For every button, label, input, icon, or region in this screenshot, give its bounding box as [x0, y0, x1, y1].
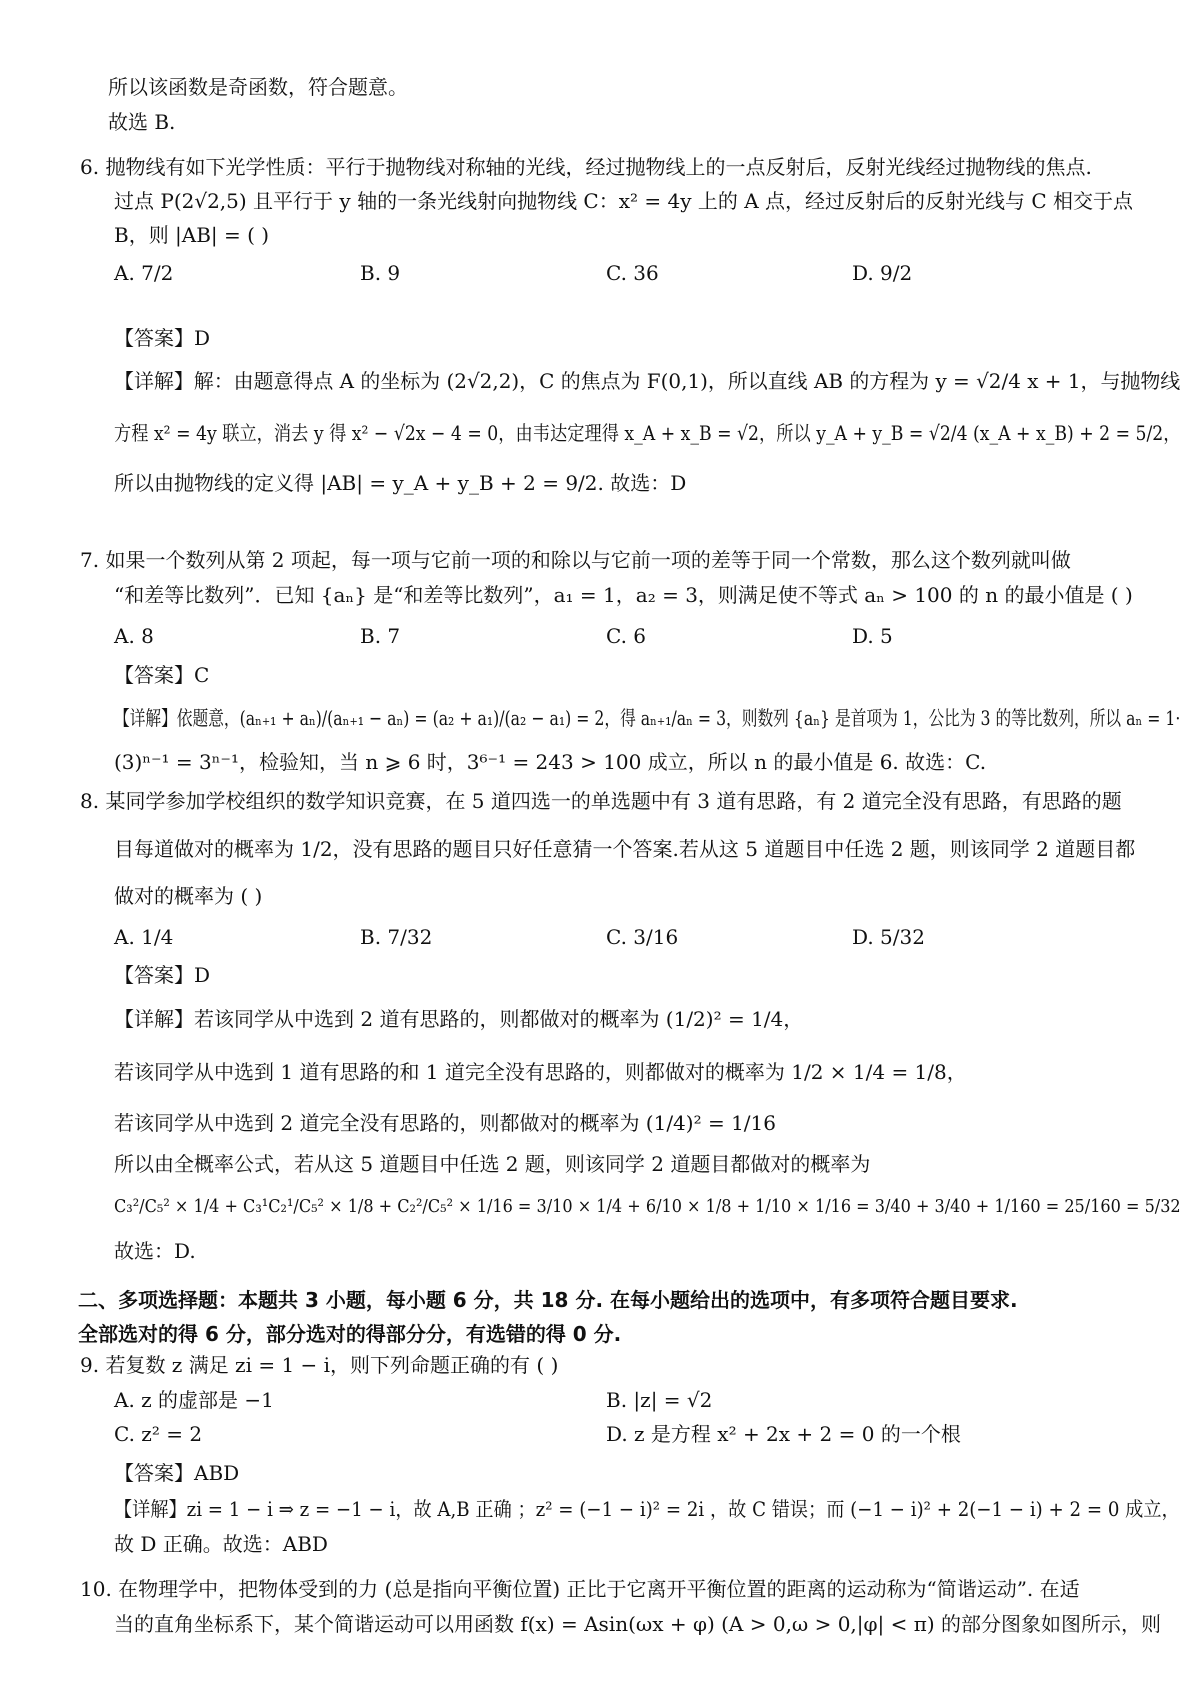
question-8-answer: 【答案】D	[114, 963, 211, 987]
question-9-option-a: A. z 的虚部是 −1	[114, 1388, 274, 1412]
question-8-detail: 若该同学从中选到 2 道完全没有思路的，则都做对的概率为 (1/4)² = 1/16	[114, 1111, 776, 1135]
question-7-detail: 【详解】依题意，(aₙ₊₁ + aₙ)/(aₙ₊₁ − aₙ) = (a₂ + a₁)/(a₂ − a₁) = 2，得 aₙ₊₁/aₙ = 3，则数列 {aₙ} 是首项为 1，公比为 3 的等比数列，所以 aₙ = 1·	[114, 706, 1181, 730]
question-7-option-c: C. 6	[606, 624, 647, 648]
question-9-option-c: C. z² = 2	[114, 1422, 203, 1446]
question-7-stem: 7. 如果一个数列从第 2 项起，每一项与它前一项的和除以与它前一项的差等于同一个常数，那么这个数列就叫做	[80, 548, 1071, 572]
question-10-stem: 当的直角坐标系下，某个简谐运动可以用函数 f(x) = Asin(ωx + φ) (A > 0,ω > 0,|φ| < π) 的部分图象如图所示，则	[114, 1612, 1162, 1636]
question-7-option-a: A. 8	[114, 624, 154, 648]
question-6-stem: B，则 |AB| = ( )	[114, 223, 270, 247]
question-6-detail: 【详解】解：由题意得点 A 的坐标为 (2√2,2)，C 的焦点为 F(0,1)，所以直线 AB 的方程为 y = √2/4 x + 1，与抛物线	[114, 369, 1181, 393]
question-6-option-d: D. 9/2	[852, 261, 913, 285]
question-7-option-b: B. 7	[360, 624, 401, 648]
question-9-detail: 故 D 正确。故选：ABD	[114, 1532, 328, 1556]
question-6-detail: 方程 x² = 4y 联立，消去 y 得 x² − √2x − 4 = 0，由韦达定理得 x_A + x_B = √2，所以 y_A + y_B = √2/4 (x_A + x_B) + 2 = 5/2，	[114, 421, 1181, 445]
question-8-conclusion: 故选：D.	[114, 1239, 196, 1263]
question-9-detail: 【详解】zi = 1 − i ⇒ z = −1 − i，故 A,B 正确 ；z² = (−1 − i)² = 2i ，故 C 错误；而 (−1 − i)² + 2(−1 − i) + 2 = 0 成立，	[114, 1497, 1180, 1521]
question-8-detail: 所以由全概率公式，若从这 5 道题目中任选 2 题，则该同学 2 道题目都做对的概率为	[114, 1152, 871, 1176]
question-8-detail: 【详解】若该同学从中选到 2 道有思路的，则都做对的概率为 (1/2)² = 1/4，	[114, 1007, 804, 1031]
question-6-option-b: B. 9	[360, 261, 401, 285]
question-7-option-d: D. 5	[852, 624, 893, 648]
question-6-option-a: A. 7/2	[114, 261, 174, 285]
section-2-heading: 二、多项选择题：本题共 3 小题，每小题 6 分，共 18 分. 在每小题给出的选项中，有多项符合题目要求.	[78, 1288, 1018, 1312]
question-8-equation: C₃²/C₅² × 1/4 + C₃¹C₂¹/C₅² × 1/8 + C₂²/C₅² × 1/16 = 3/10 × 1/4 + 6/10 × 1/8 + 1/10 × 1/16 = 3/40 + 3/40 + 1/160 = 25/160 = 5/32	[114, 1196, 1181, 1217]
question-9-answer: 【答案】ABD	[114, 1461, 240, 1485]
question-7-stem: “和差等比数列”．已知 {aₙ} 是“和差等比数列”，a₁ = 1，a₂ = 3，则满足使不等式 aₙ > 100 的 n 的最小值是 ( )	[114, 583, 1133, 607]
question-7-answer: 【答案】C	[114, 663, 210, 687]
question-8-stem: 目每道做对的概率为 1/2，没有思路的题目只好任意猜一个答案.若从这 5 道题目中任选 2 题，则该同学 2 道题目都	[114, 837, 1136, 861]
question-7-detail: (3)ⁿ⁻¹ = 3ⁿ⁻¹，检验知，当 n ⩾ 6 时，3⁶⁻¹ = 243 > 100 成立，所以 n 的最小值是 6. 故选：C.	[114, 750, 987, 774]
question-6-option-c: C. 36	[606, 261, 659, 285]
question-6-detail: 所以由抛物线的定义得 |AB| = y_A + y_B + 2 = 9/2. 故选：D	[114, 471, 687, 495]
question-8-option-c: C. 3/16	[606, 925, 679, 949]
question-6-stem: 过点 P(2√2,5) 且平行于 y 轴的一条光线射向抛物线 C：x² = 4y 上的 A 点，经过反射后的反射光线与 C 相交于点	[114, 189, 1134, 213]
section-2-heading: 全部选对的得 6 分，部分选对的得部分分，有选错的得 0 分.	[78, 1322, 622, 1346]
question-8-option-a: A. 1/4	[114, 925, 174, 949]
question-9-option-d: D. z 是方程 x² + 2x + 2 = 0 的一个根	[606, 1422, 961, 1446]
question-9-stem: 9. 若复数 z 满足 zi = 1 − i，则下列命题正确的有 ( )	[80, 1353, 559, 1377]
question-6-stem: 6. 抛物线有如下光学性质：平行于抛物线对称轴的光线，经过抛物线上的一点反射后，反射光线经过抛物线的焦点.	[80, 155, 1092, 179]
question-8-detail: 若该同学从中选到 1 道有思路的和 1 道完全没有思路的，则都做对的概率为 1/2 × 1/4 = 1/8，	[114, 1060, 967, 1084]
text-line: 故选 B.	[108, 110, 176, 134]
question-8-option-b: B. 7/32	[360, 925, 433, 949]
question-6-answer: 【答案】D	[114, 326, 211, 350]
question-9-option-b: B. |z| = √2	[606, 1388, 713, 1412]
question-10-stem: 10. 在物理学中，把物体受到的力 (总是指向平衡位置) 正比于它离开平衡位置的距离的运动称为“简谐运动”. 在适	[80, 1577, 1080, 1601]
text-line: 所以该函数是奇函数，符合题意。	[108, 75, 408, 99]
question-8-stem: 做对的概率为 ( )	[114, 884, 263, 908]
question-8-option-d: D. 5/32	[852, 925, 925, 949]
question-8-stem: 8. 某同学参加学校组织的数学知识竞赛，在 5 道四选一的单选题中有 3 道有思路，有 2 道完全没有思路，有思路的题	[80, 789, 1122, 813]
